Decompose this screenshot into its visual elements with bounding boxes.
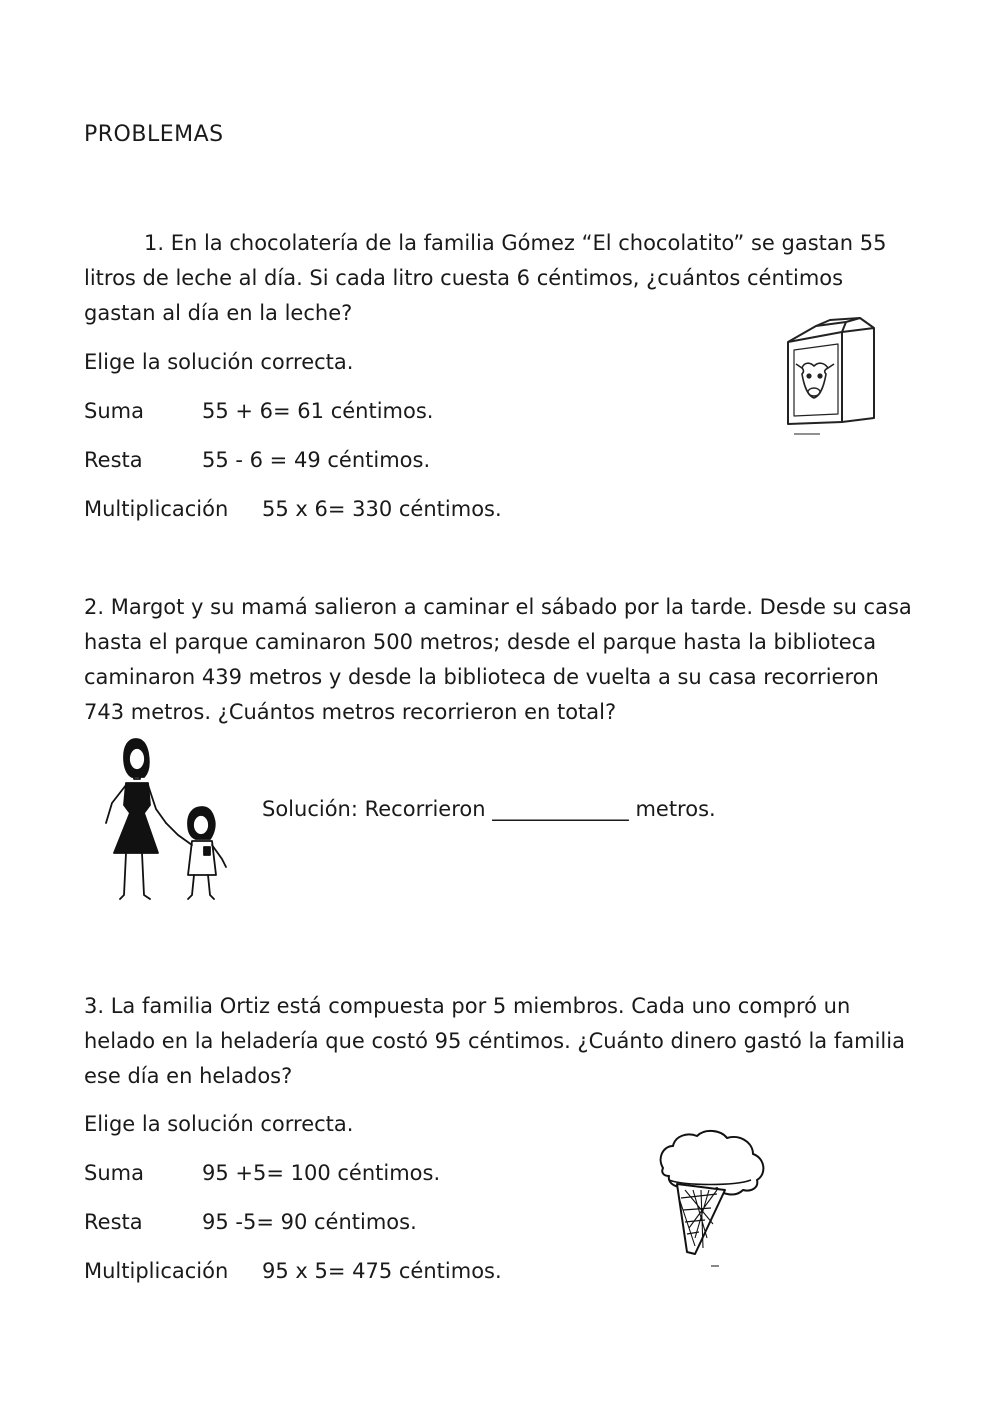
option-label: Multiplicación (84, 497, 229, 521)
solution-suffix: metros. (635, 797, 716, 821)
option-value: 55 x 6= 330 céntimos. (262, 497, 502, 521)
problem-1-option-resta[interactable] (84, 448, 430, 472)
problem-1-option-multiplicacion[interactable] (84, 497, 502, 521)
problem-3-option-resta[interactable] (84, 1210, 417, 1234)
option-value: 95 x 5= 475 céntimos. (262, 1259, 502, 1283)
problem-2-text: 2. Margot y su mamá salieron a caminar el sábado por la tarde. Desde su casa hasta el parque caminaron 500 metros; desde el parque hasta la biblioteca caminaron 439 metros y desde la biblioteca de vuelta a su casa recorrieron 743 metros. ¿Cuántos metros recorrieron en total? (84, 595, 912, 724)
option-value: 95 -5= 90 céntimos. (202, 1210, 417, 1234)
problem-3-option-multiplicacion[interactable] (84, 1259, 502, 1283)
option-label: Suma (84, 1161, 144, 1185)
problem-1-instruction: Elige la solución correcta. (84, 350, 354, 374)
milk-carton-icon (780, 316, 880, 441)
option-label: Resta (84, 448, 143, 472)
option-label: Multiplicación (84, 1259, 229, 1283)
solution-prefix: Solución: Recorrieron (262, 797, 486, 821)
problem-3-instruction: Elige la solución correcta. (84, 1112, 354, 1136)
option-value: 55 - 6 = 49 céntimos. (202, 448, 431, 472)
problem-3-option-suma[interactable] (84, 1161, 440, 1185)
option-label: Resta (84, 1210, 143, 1234)
problem-3-text: 3. La familia Ortiz está compuesta por 5 miembros. Cada uno compró un helado en la heladería que costó 95 céntimos. ¿Cuánto dinero gastó la familia ese día en helados? (84, 994, 905, 1088)
option-label: Suma (84, 399, 144, 423)
ice-cream-cone-icon (655, 1128, 775, 1273)
problem-1-option-suma[interactable] (84, 399, 433, 423)
answer-blank[interactable]: _____________ (492, 797, 629, 821)
option-value: 55 + 6= 61 céntimos. (202, 399, 434, 423)
problem-1-text: 1. En la chocolatería de la familia Gómez “El chocolatito” se gastan 55 litros de leche al día. Si cada litro cuesta 6 céntimos, ¿cuántos céntimos gastan al día en la leche? (84, 231, 887, 325)
mother-daughter-icon (92, 735, 237, 905)
problem-2-solution (262, 797, 716, 821)
page-title: PROBLEMAS (84, 122, 224, 147)
option-value: 95 +5= 100 céntimos. (202, 1161, 441, 1185)
